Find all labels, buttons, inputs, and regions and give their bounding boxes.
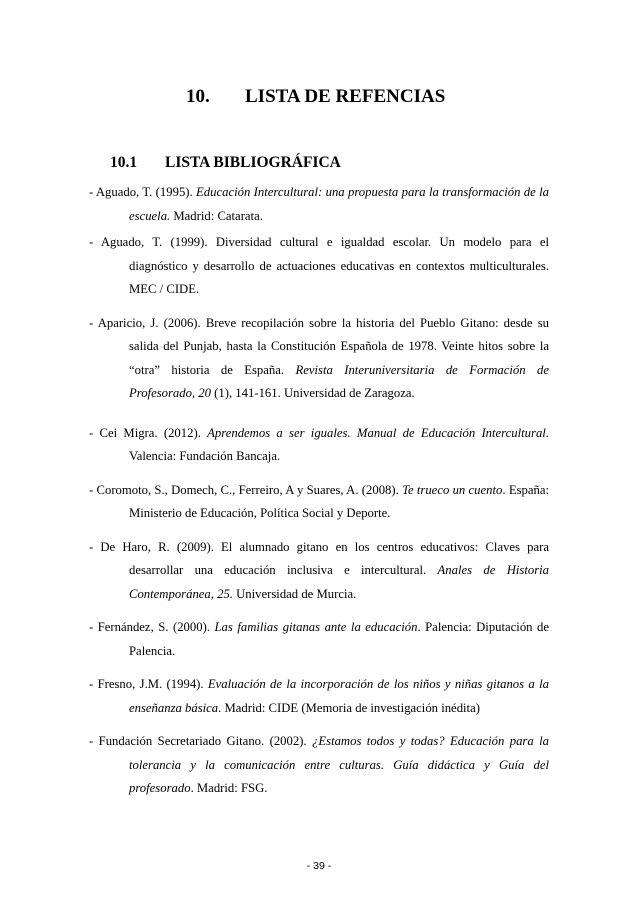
reference-aguado-1999: - Aguado, T. (1999). Diversidad cultural e igualdad escolar. Un modelo para el diagnóstico y desarrollo de actuaciones educativas en contextos multiculturales. MEC / CIDE.: [89, 235, 549, 296]
reference-aguado-1995: - Aguado, T. (1995). Educación Intercultural: una propuesta para la transformación de la escuela. Madrid: Catarata.: [89, 185, 549, 223]
reference-aparicio-2006: - Aparicio, J. (2006). Breve recopilación sobre la historia del Pueblo Gitano: desde su salida del Punjab, hasta la Constitución Española de 1978. Veinte hitos sobre la “otra” historia de España. Revista Interuniversitaria de Formación de Profesorado, 20 (1), 141-161. Universidad de Zaragoza.: [89, 315, 549, 400]
section-title: LISTA BIBLIOGRÁFICA: [165, 154, 341, 171]
section-number: 10.1: [110, 154, 138, 171]
reference-fresno-1994: - Fresno, J.M. (1994). Evaluación de la incorporación de los niños y niñas gitanos a la enseñanza básica. Madrid: CIDE (Memoria de investigación inédita): [89, 677, 550, 715]
chapter-title: LISTA DE REFENCIAS: [245, 86, 446, 107]
chapter-number: 10.: [186, 86, 210, 107]
reference-de-haro-2009: - De Haro, R. (2009). El alumnado gitano en los centros educativos: Claves para desarrollar una educación inclusiva e intercultural. Anales de Historia Contemporánea, 25. Universidad de Murcia.: [89, 539, 549, 601]
reference-fernandez-2000: - Fernández, S. (2000). Las familias gitanas ante la educación. Palencia: Diputación de Palencia.: [89, 620, 549, 658]
reference-list: [89, 181, 549, 801]
reference-coromoto-2008: - Coromoto, S., Domech, C., Ferreiro, A y Suares, A. (2008). Te trueco un cuento. España: Ministerio de Educación, Política Social y Deporte.: [89, 482, 549, 520]
reference-cei-migra-2012: - Cei Migra. (2012). Aprendemos a ser iguales. Manual de Educación Intercultural. Valencia: Fundación Bancaja.: [89, 425, 549, 463]
reference-fsg-2002: - Fundación Secretariado Gitano. (2002). ¿Estamos todos y todas? Educación para la tolerancia y la comunicación entre culturas. Guía didáctica y Guía del profesorado. Madrid: FSG.: [89, 734, 549, 795]
page-number: - 39 -: [306, 860, 332, 872]
